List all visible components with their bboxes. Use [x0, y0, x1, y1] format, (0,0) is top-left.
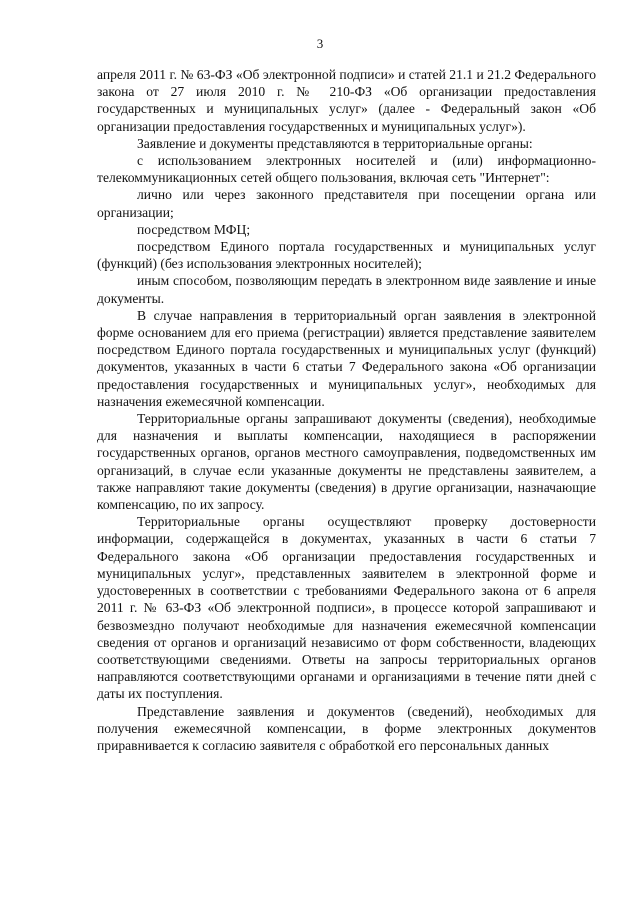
page-number: 3 [316, 36, 324, 51]
document-body [97, 66, 596, 754]
paragraph: В случае направления в территориальный орган заявления в электронной форме основанием для его приема (регистрации) является представление заявителем посредством Единого портала государственных и муниципальных услуг (функций) документов, указанных в части 6 статьи 7 Федерального закона «Об организации предоставления государственных и муниципальных услуг», необходимых для назначения ежемесячной компенсации. [97, 307, 596, 409]
paragraph: Территориальные органы запрашивают документы (сведения), необходимые для назначения и выплаты компенсации, находящиеся в распоряжении государственных органов, органов местного самоуправления, подведомственных им организаций, в случае если указанные документы не представлены заявителем, а также направляют такие документы (сведения) в другие организации, назначающие компенсацию, по их запросу. [97, 411, 596, 513]
paragraph: Представление заявления и документов (сведений), необходимых для получения ежемесячной компенсации, в форме электронных документов приравнивается к согласию заявителя с обработкой его персональных данных [97, 703, 596, 753]
paragraph-continuation: апреля 2011 г. № 63-ФЗ «Об электронной подписи» и статей 21.1 и 21.2 Федерального закона от 27 июля 2010 г. № 210-ФЗ «Об организации предоставления государственных и муниципальных услуг» (далее - Федеральный закон «Об организации предоставления государственных и муниципальных услуг»). [97, 67, 596, 134]
paragraph: иным способом, позволяющим передать в электронном виде заявление и иные документы. [97, 273, 596, 306]
paragraph: посредством МФЦ; [137, 221, 251, 237]
paragraph: посредством Единого портала государственных и муниципальных услуг (функций) (без использования электронных носителей); [97, 239, 596, 272]
paragraph: Территориальные органы осуществляют проверку достоверности информации, содержащейся в документах, указанных в части 6 статьи 7 Федерального закона «Об организации предоставления государственных и муниципальных услуг», представленных заявителем в электронной форме и удостоверенных в соответствии с требованиями Федерального закона от 6 апреля 2011 г. № 63-ФЗ «Об электронной подписи», в процессе которой запрашивают и безвозмездно получают необходимые для назначения ежемесячной компенсации сведения от органов и организаций независимо от форм собственности, владеющих соответствующими сведениями. Ответы на запросы территориальных органов направляются соответствующими органами и организациями в течение пяти дней с даты их поступления. [97, 514, 596, 702]
paragraph: с использованием электронных носителей и (или) информационно-телекоммуникационных сетей общего пользования, включая сеть "Интернет": [97, 153, 596, 186]
paragraph: Заявление и документы представляются в территориальные органы: [137, 135, 533, 151]
paragraph: лично или через законного представителя при посещении органа или организации; [97, 187, 596, 220]
